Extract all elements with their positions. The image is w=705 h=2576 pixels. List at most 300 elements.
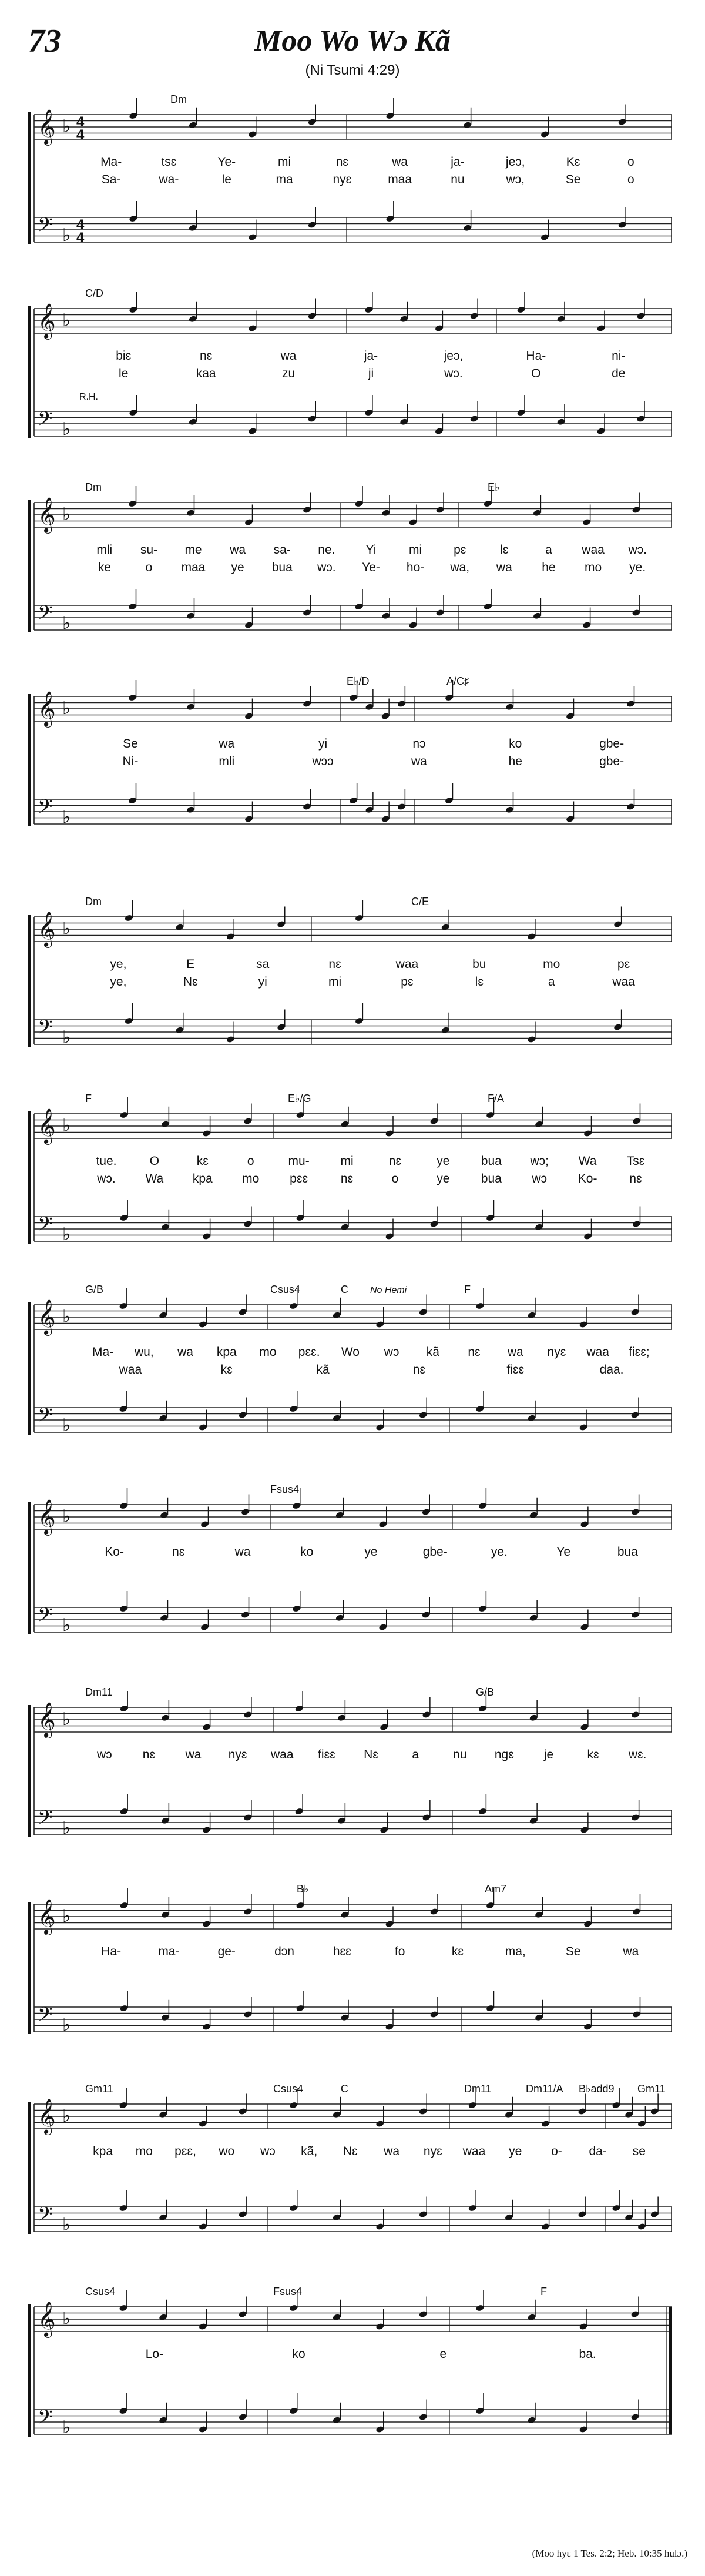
note <box>579 1410 588 1432</box>
note <box>613 1010 622 1031</box>
note <box>365 792 374 814</box>
bass-clef: 𝄢 <box>38 215 53 240</box>
bass-clef: 𝄢 <box>38 2204 53 2230</box>
lyric-syllable: nɛ <box>388 1154 402 1168</box>
note <box>243 1207 252 1228</box>
note <box>125 1003 133 1025</box>
key-signature-flat: ♭ <box>62 808 71 827</box>
treble-staff <box>34 303 672 340</box>
bass-clef: 𝄢 <box>38 2407 53 2433</box>
note <box>582 505 591 527</box>
note <box>244 505 253 527</box>
note <box>612 2190 620 2212</box>
lyric-syllable: kã <box>426 1345 439 1359</box>
music-system-7 <box>28 1284 672 1435</box>
system-bracket <box>28 1705 31 1837</box>
note <box>161 1700 170 1722</box>
system-bracket <box>28 112 31 244</box>
note <box>308 299 317 320</box>
note <box>226 1022 235 1044</box>
chord-symbol: G/B <box>85 1284 104 1295</box>
music-system-3 <box>28 481 672 633</box>
note <box>527 2300 536 2322</box>
note <box>516 395 525 417</box>
note <box>159 2200 167 2222</box>
lyric-syllable: wa <box>219 737 235 751</box>
lyric-syllable: wɔɔ <box>312 755 334 768</box>
lyric-syllable: ye <box>231 561 244 574</box>
note <box>119 2088 127 2109</box>
key-signature-flat: ♭ <box>62 2309 71 2329</box>
lyric-syllable: Nɛ <box>364 1748 378 1761</box>
time-signature-bottom: 4 <box>76 230 85 246</box>
note <box>128 589 137 611</box>
lyric-syllable: le <box>221 173 231 186</box>
lyric-syllable: wɔ. <box>444 367 463 380</box>
lyric-syllable: Ye <box>556 1545 571 1559</box>
lyric-syllable: ja- <box>451 155 465 169</box>
note <box>378 1610 387 1632</box>
note <box>408 608 417 629</box>
note <box>355 1003 364 1025</box>
lyric-syllable: mi <box>277 155 291 169</box>
bass-staff <box>34 1604 672 1635</box>
lyric-syllable: yi <box>258 975 267 989</box>
note <box>637 2106 646 2128</box>
lyric-syllable: Wo <box>341 1345 360 1359</box>
treble-clef: 𝄞 <box>38 1900 56 1934</box>
note <box>505 2200 513 2222</box>
note <box>303 595 311 617</box>
note <box>529 1700 538 1722</box>
music-system-11 <box>28 2083 672 2235</box>
note <box>385 98 394 120</box>
lyric-syllable: nɛ <box>199 349 213 363</box>
time-signature-bottom: 4 <box>76 127 85 143</box>
performance-mark: R.H. <box>79 392 98 402</box>
lyric-syllable: nu <box>453 1748 467 1761</box>
lyric-syllable: ye <box>437 1154 450 1168</box>
lyric-syllable: de <box>612 367 626 380</box>
treble-staff <box>34 1108 672 1145</box>
note <box>582 608 591 629</box>
note <box>349 783 358 805</box>
note <box>277 907 286 929</box>
lyric-syllable: fiɛɛ <box>506 1363 525 1376</box>
lyric-syllable: maa <box>181 561 206 574</box>
note <box>119 1888 128 1910</box>
bass-clef: 𝄢 <box>38 1405 53 1431</box>
chord-symbol: E♭/D <box>347 675 370 687</box>
lyric-syllable: kã, <box>301 2145 318 2158</box>
note <box>419 2400 428 2421</box>
system-bracket <box>28 1111 31 1244</box>
note <box>478 1591 487 1613</box>
system-bracket <box>28 2102 31 2234</box>
note <box>364 292 373 314</box>
lyric-syllable: me <box>184 543 202 557</box>
chord-symbol: Csus4 <box>85 2286 116 2297</box>
note <box>630 2400 639 2421</box>
note <box>435 493 444 514</box>
lyric-syllable: Ha- <box>526 349 546 363</box>
note <box>486 1200 495 1222</box>
lyric-syllable: Lo- <box>145 2347 164 2361</box>
lyric-syllable: ji <box>368 367 374 380</box>
note <box>625 2200 633 2222</box>
lyric-syllable: waa <box>271 1748 294 1761</box>
note <box>200 1507 209 1529</box>
note <box>408 505 417 527</box>
note <box>277 1010 286 1031</box>
bass-clef: 𝄢 <box>38 1214 53 1240</box>
note <box>375 1410 384 1432</box>
note <box>119 2393 127 2415</box>
key-signature-flat: ♭ <box>62 2015 71 2035</box>
note <box>129 201 137 223</box>
lyric-syllable: Se <box>565 1945 581 1958</box>
treble-staff <box>34 1299 672 1336</box>
lyric-syllable: wɔ <box>96 1748 112 1761</box>
chord-symbol: C/E <box>411 896 429 907</box>
bass-staff <box>34 2407 672 2437</box>
note <box>626 789 635 811</box>
lyric-syllable: o <box>627 155 634 169</box>
bass-clef: 𝄢 <box>38 1807 53 1833</box>
lyric-syllable: sa <box>256 957 270 971</box>
note <box>333 2403 341 2424</box>
note <box>441 910 449 932</box>
note <box>650 2197 659 2219</box>
note <box>445 783 454 805</box>
note <box>365 689 374 711</box>
lyric-syllable: Ni- <box>122 755 139 768</box>
lyric-syllable: su- <box>140 543 158 557</box>
lyric-syllable: waa <box>582 543 605 557</box>
note <box>631 1800 640 1822</box>
chord-symbol: E♭/G <box>288 1093 311 1104</box>
note <box>238 2197 247 2219</box>
chord-symbol: Dm11 <box>464 2083 492 2095</box>
note <box>422 1597 431 1619</box>
chord-symbol: Dm <box>85 481 102 493</box>
lyric-syllable: kɛ <box>451 1945 464 1958</box>
lyric-syllable: wa <box>392 155 408 169</box>
note <box>186 598 195 620</box>
lyric-syllable: kɛ <box>196 1154 209 1168</box>
note <box>397 789 406 811</box>
note <box>333 2300 341 2322</box>
note <box>566 699 575 721</box>
note <box>333 2200 341 2222</box>
lyric-syllable: ho- <box>406 561 425 574</box>
lyric-syllable: tue. <box>96 1154 117 1168</box>
hymn-number: 73 <box>28 23 61 59</box>
note <box>159 2403 167 2424</box>
lyric-syllable: nyɛ <box>547 1345 566 1359</box>
note <box>308 401 317 423</box>
lyric-syllable: ye, <box>110 975 127 989</box>
lyric-syllable: O <box>149 1154 160 1168</box>
lyric-syllable: zu <box>281 367 296 380</box>
note <box>199 2309 207 2331</box>
note <box>483 589 492 611</box>
lyric-syllable: Ye- <box>217 155 236 169</box>
treble-clef: 𝄞 <box>38 1109 56 1143</box>
note <box>478 1488 487 1510</box>
bass-clef: 𝄢 <box>38 408 53 434</box>
note <box>381 598 390 620</box>
note <box>340 1107 349 1128</box>
treble-clef: 𝄞 <box>38 912 56 946</box>
note <box>202 1813 211 1834</box>
note <box>385 1907 394 1928</box>
chord-symbol: Dm11 <box>85 1686 113 1698</box>
lyric-syllable: tsɛ <box>161 155 177 169</box>
note <box>119 1288 127 1310</box>
treble-clef: 𝄞 <box>38 1703 56 1737</box>
note <box>527 919 536 941</box>
note <box>400 302 408 323</box>
note <box>583 1116 592 1138</box>
note <box>199 2412 207 2434</box>
lyric-syllable: wɔ <box>260 2145 276 2158</box>
lyric-syllable: mu- <box>288 1154 310 1168</box>
lyric-syllable: wa <box>507 1345 523 1359</box>
note <box>159 2097 167 2119</box>
lyric-syllable: ma, <box>505 1945 526 1958</box>
note <box>375 2309 384 2331</box>
note <box>486 1991 495 2012</box>
note <box>583 2009 592 2031</box>
note <box>422 1495 431 1516</box>
note <box>535 1210 543 1231</box>
lyric-syllable: daa. <box>599 1363 624 1376</box>
note <box>463 210 472 232</box>
note <box>579 2309 588 2331</box>
lyric-syllable: waa <box>462 2145 486 2158</box>
note <box>333 1298 341 1319</box>
lyric-syllable: pɛɛ, <box>174 2145 196 2158</box>
lyric-syllable: nɛ <box>412 1363 426 1376</box>
key-signature-flat: ♭ <box>62 1818 71 1838</box>
lyric-syllable: wɔ <box>384 1345 400 1359</box>
lyric-syllable: kã <box>316 1363 330 1376</box>
lyric-syllable: mi <box>409 543 422 557</box>
note <box>419 2197 428 2219</box>
note <box>241 1495 250 1516</box>
chord-symbol: A/C♯ <box>446 675 470 687</box>
lyric-syllable: bua <box>481 1154 502 1168</box>
note <box>583 1219 592 1241</box>
key-signature-flat: ♭ <box>62 1225 71 1244</box>
lyric-syllable: ma <box>276 173 293 186</box>
note <box>335 1600 344 1622</box>
note <box>238 1295 247 1317</box>
lyric-syllable: yi <box>318 737 328 751</box>
note <box>596 414 605 436</box>
note <box>243 1997 252 2019</box>
lyric-syllable: waa <box>612 975 635 989</box>
note <box>364 395 373 417</box>
note <box>631 1495 640 1516</box>
music-system-1 <box>28 93 672 246</box>
note <box>579 2412 588 2434</box>
key-signature-flat: ♭ <box>62 614 71 633</box>
lyric-syllable: Tsɛ <box>626 1154 645 1168</box>
note <box>238 2094 247 2116</box>
note <box>429 1894 438 1916</box>
lyric-syllable: Nɛ <box>343 2145 358 2158</box>
note <box>381 699 390 721</box>
note <box>475 1288 484 1310</box>
lyric-syllable: o <box>391 1172 399 1185</box>
note <box>375 2209 384 2231</box>
lyric-syllable: ye. <box>491 1545 508 1559</box>
lyric-syllable: ye, <box>110 957 127 971</box>
note <box>478 1794 487 1815</box>
note <box>128 680 137 702</box>
lyric-syllable: Se <box>123 737 138 751</box>
note <box>296 1200 304 1222</box>
note <box>632 1894 641 1916</box>
note <box>475 1391 484 1413</box>
note <box>469 299 478 320</box>
bass-clef: 𝄢 <box>38 796 53 822</box>
lyric-syllable: mli <box>96 543 113 557</box>
lyric-syllable: mi <box>328 975 342 989</box>
lyric-syllable: ko <box>509 737 522 751</box>
note <box>429 1997 438 2019</box>
lyric-syllable: o- <box>551 2145 562 2158</box>
chord-symbol: Dm <box>85 896 102 907</box>
lyric-syllable: waa <box>119 1363 142 1376</box>
note <box>199 2106 207 2128</box>
note <box>355 900 364 922</box>
key-signature-flat: ♭ <box>62 1116 71 1135</box>
note <box>243 1104 252 1125</box>
note <box>578 2197 586 2219</box>
note <box>161 1107 170 1128</box>
lyric-syllable: waa <box>395 957 419 971</box>
system-bracket <box>28 915 31 1047</box>
lyric-syllable: E <box>186 957 195 971</box>
note <box>289 2190 298 2212</box>
lyric-syllable: ni- <box>612 349 626 363</box>
note <box>238 1398 247 1419</box>
lyric-syllable: wa <box>496 561 512 574</box>
note <box>161 1210 170 1231</box>
chord-symbol: E♭ <box>488 481 500 493</box>
system-bracket <box>28 1902 31 2034</box>
note <box>161 2000 170 2022</box>
note <box>244 802 253 823</box>
bass-staff <box>34 1807 672 1838</box>
note <box>579 1307 588 1329</box>
note <box>397 686 406 708</box>
note <box>580 1710 589 1731</box>
note <box>625 2097 633 2119</box>
note <box>189 404 197 426</box>
key-signature-flat: ♭ <box>62 1307 71 1326</box>
chord-symbol: Gm11 <box>85 2083 113 2095</box>
chord-symbol: Gm11 <box>637 2083 666 2095</box>
lyric-syllable: ne. <box>318 543 335 557</box>
note <box>243 1800 252 1822</box>
note <box>527 1298 536 1319</box>
note <box>516 292 525 314</box>
lyric-syllable: bua <box>617 1545 638 1559</box>
note <box>248 220 257 242</box>
note <box>385 1116 394 1138</box>
chord-symbol: Csus4 <box>270 1284 301 1295</box>
note <box>637 2209 646 2231</box>
music-system-4 <box>28 675 672 827</box>
lyric-syllable: bua <box>271 561 293 574</box>
treble-staff <box>34 1702 672 1738</box>
lyric-syllable: wa <box>234 1545 251 1559</box>
note <box>202 2009 211 2031</box>
chord-symbol: F/A <box>488 1093 505 1104</box>
lyric-syllable: maa <box>388 173 412 186</box>
note <box>535 1107 543 1128</box>
lyric-syllable: Sa- <box>101 173 121 186</box>
lyric-syllable: wɔ. <box>317 561 336 574</box>
note <box>626 686 635 708</box>
note <box>435 595 444 617</box>
lyric-syllable: mo <box>543 957 560 971</box>
lyric-syllable: Ko- <box>578 1172 597 1185</box>
lyric-syllable: Ma- <box>100 155 122 169</box>
key-signature-flat: ♭ <box>62 699 71 718</box>
note <box>381 802 390 823</box>
key-signature-flat: ♭ <box>62 919 71 939</box>
note <box>529 1600 538 1622</box>
lyric-syllable: lɛ <box>475 975 484 989</box>
lyric-syllable: e <box>439 2347 447 2361</box>
lyric-syllable: Nɛ <box>183 975 198 989</box>
treble-clef: 𝄞 <box>38 304 56 338</box>
note <box>119 2290 127 2312</box>
note <box>535 2000 543 2022</box>
bass-staff <box>34 1405 672 1435</box>
lyric-syllable: nɛ <box>629 1172 642 1185</box>
lyric-syllable: wɔ <box>532 1172 548 1185</box>
lyric-syllable: biɛ <box>116 349 132 363</box>
lyric-syllable: ke <box>98 561 111 574</box>
note <box>202 1116 211 1138</box>
note <box>419 1295 428 1317</box>
note <box>308 207 317 229</box>
lyric-syllable: ye <box>437 1172 450 1185</box>
note <box>202 1710 211 1731</box>
note <box>119 1794 128 1815</box>
note <box>533 495 542 517</box>
key-signature-flat: ♭ <box>62 117 71 136</box>
lyric-syllable: wa <box>411 755 427 768</box>
key-signature-flat: ♭ <box>62 1710 71 1729</box>
note <box>617 105 626 126</box>
key-signature-flat: ♭ <box>62 1907 71 1926</box>
lyric-syllable: he <box>542 561 556 574</box>
lyric-syllable: O <box>531 367 541 380</box>
treble-clef: 𝄞 <box>38 2099 56 2133</box>
note <box>129 395 137 417</box>
note <box>580 1813 589 1834</box>
note <box>119 1097 128 1119</box>
note <box>119 1691 128 1713</box>
footnote-references: (Moo hyɛ 1 Tes. 2:2; Heb. 10:35 hulɔ.) <box>532 2548 687 2559</box>
